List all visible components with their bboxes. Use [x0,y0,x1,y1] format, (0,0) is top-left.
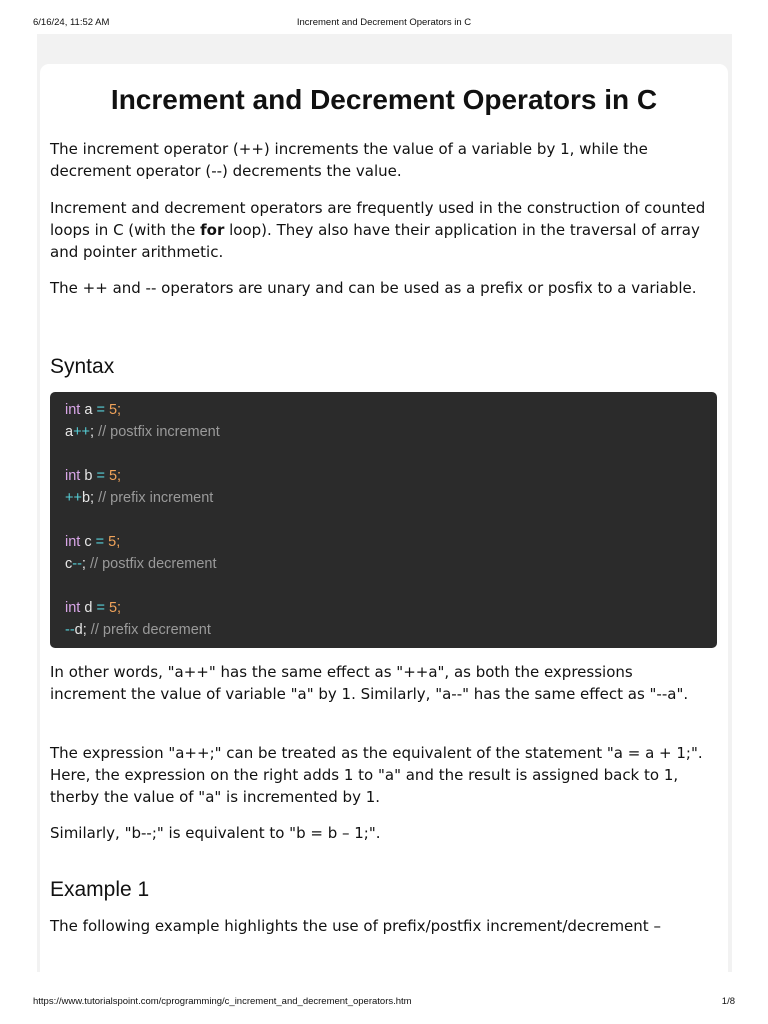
code-number: 5 [104,402,118,418]
code-line [65,597,121,619]
code-line [65,531,120,553]
code-operator: = [96,600,105,616]
code-punctuation: ; [117,468,122,484]
expression-paragraph: The expression "a++;" can be treated as the equivalent of the statement "a = a + 1;". Here, the expression on the right adds 1 to "a" and the result is assigned back to 1, therby the value of "a" is incremented by 1. [50,744,703,806]
code-comment: // prefix decrement [86,622,211,638]
syntax-heading: Syntax [50,355,115,378]
code-line [65,421,220,443]
code-number: 5 [104,600,118,616]
code-keyword: int [65,402,81,418]
code-operator: = [95,534,105,550]
print-title: Increment and Decrement Operators in C [296,17,472,28]
code-line [65,553,217,575]
article-title: Increment and Decrement Operators in C [110,84,658,115]
code-operator: = [96,402,105,418]
code-identifier: d [74,622,83,638]
code-operator: ++ [65,490,82,506]
code-identifier: b [81,490,91,506]
code-number: 5 [104,468,118,484]
article-card [40,64,728,984]
code-punctuation: ; [90,424,95,440]
code-line [65,487,213,509]
code-comment: // postfix decrement [85,556,217,572]
print-date: 6/16/24, 11:52 AM [33,17,110,28]
page-number: 1/8 [721,996,735,1007]
code-identifier: c [80,534,96,550]
for-keyword: for [200,221,225,239]
code-identifier: a [80,402,97,418]
print-url: https://www.tutorialspoint.com/cprogramming/c_increment_and_decrement_operators.htm [33,996,412,1007]
unary-paragraph: The ++ and -- operators are unary and can be used as a prefix or posfix to a variable. [50,279,697,297]
code-identifier: a [65,424,74,440]
code-operator: ++ [73,424,91,440]
code-line [65,465,121,487]
code-keyword: int [65,468,81,484]
usage-text-start: Increment and decrement operators are frequently used in the construction of counted loops in C (with the [50,199,706,239]
code-operator: -- [65,622,75,638]
code-comment: // prefix increment [94,490,214,506]
decrement-paragraph: Similarly, "b--;" is equivalent to "b = b – 1;". [50,824,381,842]
code-number: 5 [104,534,117,550]
usage-paragraph [50,197,710,263]
print-header [0,0,768,34]
code-identifier: c [65,556,73,572]
code-comment: // postfix increment [94,424,220,440]
code-punctuation: ; [116,534,121,550]
example-intro-paragraph: The following example highlights the use of prefix/postfix increment/decrement – [50,917,661,935]
code-operator: = [96,468,105,484]
syntax-code-block[interactable] [50,392,717,648]
code-keyword: int [65,600,81,616]
code-punctuation: ; [117,600,122,616]
print-footer [0,990,768,1024]
code-punctuation: ; [117,402,122,418]
code-punctuation: ; [82,622,87,638]
code-identifier: b [80,468,97,484]
code-keyword: int [65,534,81,550]
code-punctuation: ; [90,490,95,506]
code-operator: -- [72,556,82,572]
equivalence-paragraph: In other words, "a++" has the same effect as "++a", as both the expressions increment the value of variable "a" by 1. Similarly, "a--" has the same effect as "--a". [50,663,689,703]
code-line [65,619,211,641]
example-heading: Example 1 [50,878,150,901]
code-identifier: d [80,600,97,616]
intro-paragraph: The increment operator (++) increments the value of a variable by 1, while the decrement operator (--) decrements the value. [50,140,648,180]
usage-text-end: loop). They also have their application in the traversal of array and pointer arithmetic. [50,221,700,261]
code-line [65,399,121,421]
code-punctuation: ; [81,556,86,572]
